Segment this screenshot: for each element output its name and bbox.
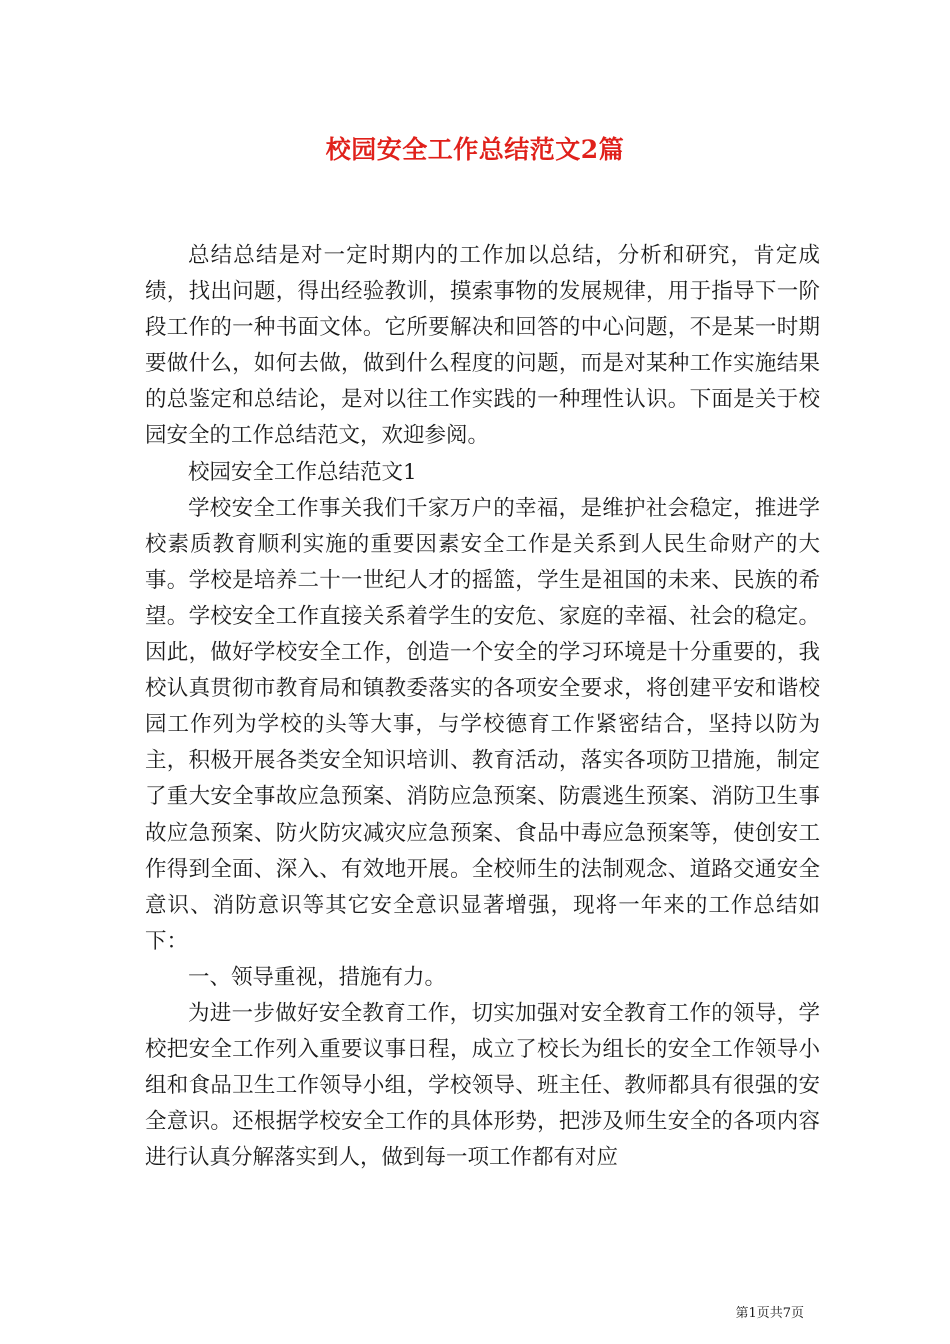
section-heading: 校园安全工作总结范文1 (188, 459, 417, 485)
page-number: 第1页共7页 (735, 1306, 804, 1321)
body-paragraph: 为进一步做好安全教育工作，切实加强对安全教育工作的领导，学校把安全工作列入重要议事日程，成立了校长为组长的安全工作领导小组和食品卫生工作领导小组，学校领导、班主任、教师都具有很强的安全意识。还根据学校安全工作的具体形势，把涉及师生安全的各项内容进行认真分解落实到人，做到每一项工作都有对应 (145, 1000, 820, 1171)
document-title: 校园安全工作总结范文2篇 (325, 135, 625, 164)
document-body (145, 238, 820, 1176)
intro-paragraph: 总结总结是对一定时期内的工作加以总结，分析和研究，肯定成绩，找出问题，得出经验教训，摸索事物的发展规律，用于指导下一阶段工作的一种书面文体。它所要解决和回答的中心问题，不是某一时期要做什么，如何去做，做到什么程度的问题，而是对某种工作实施结果的总鉴定和总结论，是对以往工作实践的一种理性认识。下面是关于校园安全的工作总结范文，欢迎参阅。 (145, 243, 820, 449)
body-paragraph: 学校安全工作事关我们千家万户的幸福，是维护社会稳定，推进学校素质教育顺利实施的重要因素安全工作是关系到人民生命财产的大事。学校是培养二十一世纪人才的摇篮，学生是祖国的未来、民族的希望。学校安全工作直接关系着学生的安危、家庭的幸福、社会的稳定。因此，做好学校安全工作，创造一个安全的学习环境是十分重要的，我校认真贯彻市教育局和镇教委落实的各项安全要求，将创建平安和谐校园工作列为学校的头等大事，与学校德育工作紧密结合，坚持以防为主，积极开展各类安全知识培训、教育活动，落实各项防卫措施，制定了重大安全事故应急预案、消防应急预案、防震逃生预案、消防卫生事故应急预案、防火防灾减灾应急预案、食品中毒应急预案等，使创安工作得到全面、深入、有效地开展。全校师生的法制观念、道路交通安全意识、消防意识等其它安全意识显著增强，现将一年来的工作总结如下： (145, 495, 820, 954)
subsection-heading: 一、领导重视，措施有力。 (188, 964, 447, 990)
